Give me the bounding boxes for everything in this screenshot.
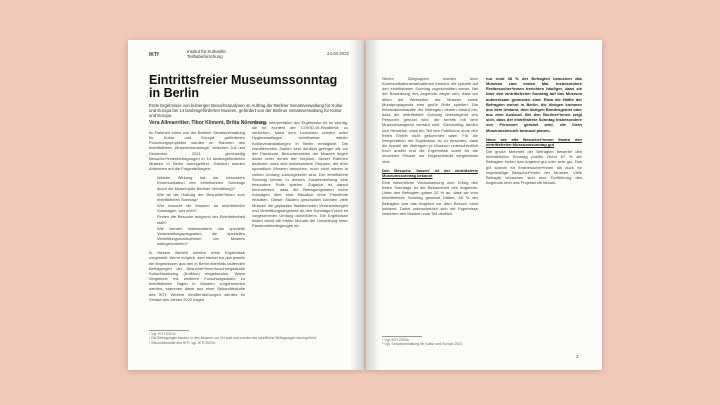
page-gutter-shadow: [350, 40, 364, 370]
right-page-column-2: [486, 76, 582, 326]
outro-paragraph: In diesem Bericht werden erste Ergebnisse vorgestellt. Wenn möglich, sind hierbei wo das jeweils ein Ergebnissen aus den in Berlin ebenfalls laufenden Befragungen der Besucher*innenforschungsstudie KulturMonitoring (KulMon) eingebunden. Wann Vergleiche mit weiteren Forschungsdaten zu eintrittsfreien Tagen in Museen vorgenommen werden, stammen diese aus einer Sekundärstudie des IKTf. Weitere Veröffentlichungen werden im Verlauf des Jahres 2022 folgen.: [149, 250, 245, 302]
context-paragraph: Für eine Interpretation der Ergebnisse ist es wichtig, sie im Kontext der COVID-19-Pandemie zu verstehen. Nach dem Lockdown wurden unter Hygieneauflagen schrittweise wieder Kulturveranstaltungen in Berlin ermöglicht. Die resultierenden Zahlen sind deutlich geringer als vor der Pandemie. Besucherzahlen der Museen liegen daher unter denen der Vorjahre. Dieser Rahmen bedeutet, dass sich insbesondere Gruppen, die eher sporadisch Museen besuchen, noch nicht wieder in vollem Umfang zurückgekehrt sind. Der eintrittsfreie Sonntag könnte in diesem Zusammenhang eine besondere Rolle spielen. Zugleich ist darauf hinzuweisen, dass die Befragungsdaten keine Aussagen über eine Situation ohne Pandemie erlauben. Dieser Studien geschuldet konnten viele Museen die geplanten flankierenden Veranstaltungen und Vermittlungsangebote an den Sonntagen nicht im vorgesehenen Umfang durchführen. Die Ergebnisse bilden damit die ersten Monate der Umsetzung unter Pandemiebedingungen ab.: [252, 120, 348, 229]
footnote: ⁵ Vgl. Senatsverwaltung für Kultur und Europa 2021.: [382, 342, 464, 347]
list-item: • Welche Wirkung hat der besondere Kommunikation des eintrittsfreien Sonntags durch die Museen(die Berliner Vermittlung)?: [157, 175, 245, 190]
report-title: Eintrittsfreier Museumssonntag in Berlin: [149, 73, 338, 100]
page-number: 2: [576, 354, 579, 359]
left-footnotes: [149, 332, 349, 366]
report-authors: Vera Allmanritter, Tibor Kliment, Britta Nörenberg: [149, 120, 266, 126]
right-page-column-1: [382, 76, 478, 326]
list-item: • Finden die Besuche aufgrund der Eintrittsfreiheit statt?: [157, 214, 245, 224]
intro-paragraph: Im Rahmen eines von der Berliner Senatsverwaltung für Kultur und Europa geförderten Forschungsprojektes wurden im Rahmen des eintrittsfreien „Museumssonntags“ zwischen Juli und Dezember 2021 gleichzeitig Besucher*innenbefragungen in 14 landesgeförderten Museen in Berlin durchgeführt. Dadurch wurden Antworten auf die Fragestellungen:: [149, 130, 245, 172]
body-paragraph: Neuen Zielgruppen wurden über Kommunikationsmaßnahmen erreicht, die speziell auf den eintrittsfreien Sonntag zugeschnitten waren. Bei der Bewerbung des Angebots zeigte sich, dass vor allem die Webseiten der Museen sowie Mundpropaganda eine große Rolle spielten. Die Informationskanäle der Befragten deuten darauf hin, dass der eintrittsfreie Sonntag überwiegend von Personen genutzt wird, die bereits mit dem Museumsangebot vertraut sind. Gleichzeitig fanden sich Hinweise, dass ein Teil des Publikums ohne den freien Eintritt nicht gekommen wäre. Für die Interpretation der Ergebnisse ist zu beachten, dass die Anzahl der Befragten je Museum unterschiedlich hoch ausfiel und die Ergebnisse somit für die einzelnen Häuser nur eingeschränkt vergleichbar sind.: [382, 76, 478, 164]
list-item: • Wie werden insbesondere das spezielle Veranstaltungsprogramm die speziellen Vermittlungsmaßnahmen der Museen wahrgenommen?: [157, 226, 245, 247]
footnote-rule: [149, 330, 189, 331]
report-date: 24.03.2022: [327, 51, 349, 56]
body-paragraph: Eine wesentliche Voraussetzung zum Erfolg des freien Sonntags ist die Bekanntheit des Angebots. Unter den Befragten gaben 52 % an, dass sie vom eintrittsfreien Sonntag gewusst hätten, 48 % der Befragten war das Angebot vor dem Besuch nicht bekannt. Dabei unterscheiden sich die Ergebnisse zwischen den Museen zum Teil deutlich.: [382, 179, 478, 216]
footnote: ⁴ Vgl. IKTf 2022a.: [382, 338, 410, 342]
list-item: • Wie ist die Haltung der Besucher*innen zum eintrittsfreien Sonntag?: [157, 192, 245, 202]
research-questions-list: [149, 175, 245, 246]
institute-logo: IKTf: [149, 52, 159, 58]
right-footnotes: [382, 338, 478, 358]
right-page: [366, 40, 602, 370]
list-item: • Wer besucht die Museen an eintrittsfreien Sonntagen, wer nicht?: [157, 203, 245, 213]
footnote: ² Die Befragungen fanden in den Museen vor Ort statt und wurden als schriftliche Befragungen durchgeführt.: [149, 336, 318, 341]
footnote: ¹ Vgl. IKTf 2022a.: [149, 332, 177, 336]
section-heading: Neue wie alte Besucher*innen finden den eintrittsfreien Museumssonntag gut: [486, 136, 582, 147]
footnote-rule: [382, 336, 422, 337]
page-gutter-shadow: [366, 40, 380, 370]
report-header: [149, 47, 349, 69]
left-page: [128, 40, 364, 370]
section-heading: Den Besuche 'lassen' ist der eintrittsfreie Museumssonntag bekannt: [382, 167, 478, 178]
left-page-column-2: [252, 120, 348, 326]
institute-name: Institut für Kulturelle Teilhabeforschung: [187, 49, 226, 59]
footnote: ³ Sekundärstudie des IKTf, vgl. IKTf 2022b.: [149, 340, 216, 345]
left-page-column-1: [149, 130, 245, 326]
body-paragraph: Die große Mehrheit der Befragten bewertet den eintrittsfreien Sonntag positiv. Rund 87 % der Befragten finden das Angebot gut oder sehr gut. Das gilt sowohl für Erstbesucher*innen als auch für regelmäßige Besucher*innen der Museen. Viele Befragte wünschen sich eine Fortführung des Angebots über das Projektende hinaus.: [486, 149, 582, 185]
body-paragraph: nur rund 38 % der Befragten besuchen das Museum zum ersten Mal. Insbesondere Erstbesucher*innen berichten häufiger, dass sie über den eintrittsfreien Sonntag auf das Museum aufmerksam geworden sind. Etwa die Hälfte der Befragten wohnt in Berlin, die übrigen kommen aus dem Umland, dem übrigen Bundesgebiet oder aus dem Ausland. Bei den Berliner*innen zeigt sich, dass der eintrittsfreie Sonntag insbesondere von Personen genutzt wird, die ihren Museumsbesuch bewusst planen.: [486, 76, 582, 133]
report-subtitle: Erste Ergebnisse von bisheriger Besuchsanalysen im Auftrag der Berliner Senatsverwaltung für Kultur und Europa bei 14 landesgeförderten Museen, gefördert von der Berliner Senatsverwaltung für Kultur und Europa: [149, 103, 343, 119]
